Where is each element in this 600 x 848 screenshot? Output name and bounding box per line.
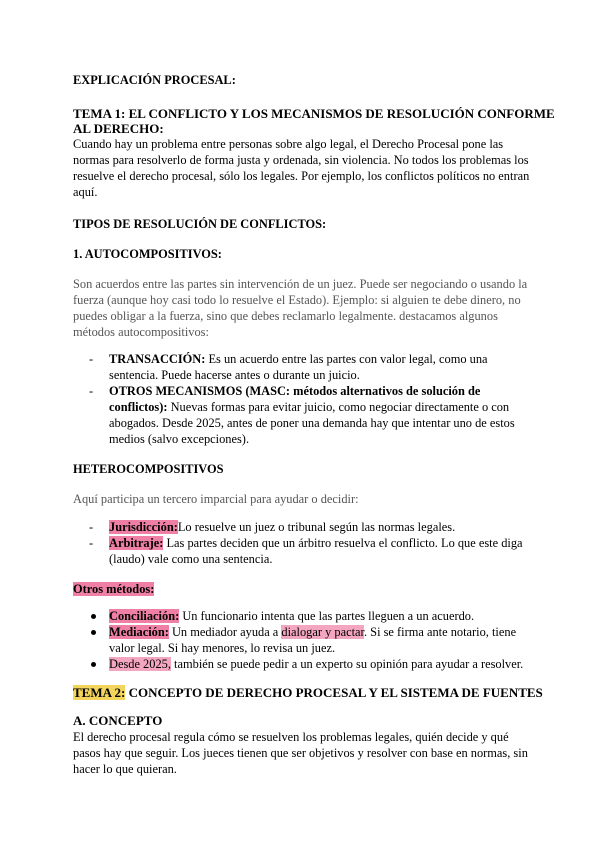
conciliacion-text: Un funcionario intenta que las partes lleguen a un acuerdo. bbox=[179, 609, 475, 623]
arbitraje-label: Arbitraje: bbox=[109, 536, 164, 550]
bullet-dot bbox=[91, 630, 96, 635]
document-title: EXPLICACIÓN PROCESAL: bbox=[73, 73, 236, 87]
experto-text: también se puede pedir a un experto su opinión para ayudar a resolver. bbox=[170, 657, 524, 671]
mediacion-line2: valor legal. Si hay menores, lo revisa un juez. bbox=[109, 641, 336, 655]
mediacion-text-post: . Si se firma ante notario, tiene bbox=[363, 625, 517, 639]
transaccion-label: TRANSACCIÓN: bbox=[109, 352, 206, 366]
masc-line3: abogados. Desde 2025, antes de poner una demanda hay que intentar uno de estos bbox=[109, 416, 515, 430]
list-item-transaccion bbox=[109, 352, 488, 367]
list-item-experto bbox=[109, 657, 523, 672]
masc-text: Nuevas formas para evitar juicio, como negociar directamente o con bbox=[167, 400, 510, 414]
tema1-heading-line1: TEMA 1: EL CONFLICTO Y LOS MECANISMOS DE RESOLUCIÓN CONFORME bbox=[73, 106, 555, 121]
tema1-para-line: resuelve el derecho procesal, sólo los legales. Por ejemplo, los conflictos políticos no entran bbox=[73, 169, 530, 183]
arbitraje-text: Las partes deciden que un árbitro resuelva el conflicto. Lo que este diga bbox=[163, 536, 523, 550]
auto-para-line: fuerza (aunque hoy casi todo lo resuelve el Estado). Ejemplo: si alguien te debe dinero, no bbox=[73, 293, 521, 307]
concepto-subheading: A. CONCEPTO bbox=[73, 713, 163, 728]
list-item-arbitraje bbox=[109, 536, 523, 551]
mediacion-highlight: dialogar y pactar bbox=[281, 625, 364, 639]
desde-2025-highlight: Desde 2025, bbox=[109, 657, 171, 671]
masc-label: OTROS MECANISMOS (MASC: métodos alternativos de solución de bbox=[109, 384, 481, 398]
concepto-para-line: hacer lo que quieran. bbox=[73, 762, 177, 776]
masc-line2 bbox=[109, 400, 509, 415]
list-dash: - bbox=[89, 352, 94, 366]
tipos-heading: TIPOS DE RESOLUCIÓN DE CONFLICTOS: bbox=[73, 217, 327, 231]
autocompositivos-heading: 1. AUTOCOMPOSITIVOS: bbox=[73, 247, 222, 261]
hetero-para: Aquí participa un tercero imparcial para ayudar o decidir: bbox=[73, 492, 359, 506]
arbitraje-line2: (laudo) vale como una sentencia. bbox=[109, 552, 273, 566]
masc-label-end: conflictos): bbox=[109, 400, 168, 414]
tema1-heading-line2: AL DERECHO: bbox=[73, 121, 164, 136]
tema2-heading-text: CONCEPTO DE DERECHO PROCESAL Y EL SISTEMA DE FUENTES bbox=[125, 685, 543, 700]
heterocompositivos-heading: HETEROCOMPOSITIVOS bbox=[73, 462, 224, 476]
otros-metodos-heading: Otros métodos: bbox=[73, 582, 155, 596]
list-dash: - bbox=[89, 536, 94, 550]
bullet-dot bbox=[91, 614, 96, 619]
conciliacion-label: Conciliación: bbox=[109, 609, 180, 623]
tema1-para-line: aquí. bbox=[73, 185, 98, 199]
list-dash: - bbox=[89, 520, 94, 534]
transaccion-line2: sentencia. Puede hacerse antes o durante un juicio. bbox=[109, 368, 360, 382]
list-item-conciliacion bbox=[109, 609, 474, 624]
jurisdiccion-label: Jurisdicción: bbox=[109, 520, 178, 534]
list-dash: - bbox=[89, 384, 94, 398]
jurisdiccion-text: Lo resuelve un juez o tribunal según las normas legales. bbox=[177, 520, 456, 534]
concepto-para-line: pasos hay que seguir. Los jueces tienen que ser objetivos y resolver con base en normas, sin bbox=[73, 746, 528, 760]
auto-para-line: Son acuerdos entre las partes sin intervención de un juez. Puede ser negociando o usando la bbox=[73, 277, 528, 291]
tema2-label: TEMA 2: bbox=[73, 685, 126, 700]
auto-para-line: puedes obligar a la fuerza, sino que debes reclamarlo legalmente. destacamos algunos bbox=[73, 309, 498, 323]
masc-line4: medios (salvo excepciones). bbox=[109, 432, 250, 446]
mediacion-text-pre: Un mediador ayuda a bbox=[168, 625, 282, 639]
list-item-jurisdiccion bbox=[109, 520, 455, 535]
mediacion-label: Mediación: bbox=[109, 625, 169, 639]
tema1-para-line: Cuando hay un problema entre personas sobre algo legal, el Derecho Procesal pone las bbox=[73, 137, 504, 151]
auto-para-line: métodos autocompositivos: bbox=[73, 325, 209, 339]
transaccion-text: Es un acuerdo entre las partes con valor legal, como una bbox=[205, 352, 488, 366]
tema2-heading bbox=[73, 685, 543, 700]
list-item-mediacion bbox=[109, 625, 516, 640]
otros-metodos-heading-wrap bbox=[73, 582, 154, 597]
concepto-para-line: El derecho procesal regula cómo se resuelven los problemas legales, quién decide y qué bbox=[73, 730, 509, 744]
bullet-dot bbox=[91, 662, 96, 667]
tema1-para-line: normas para resolverlo de forma justa y ordenada, sin violencia. No todos los problemas los bbox=[73, 153, 529, 167]
